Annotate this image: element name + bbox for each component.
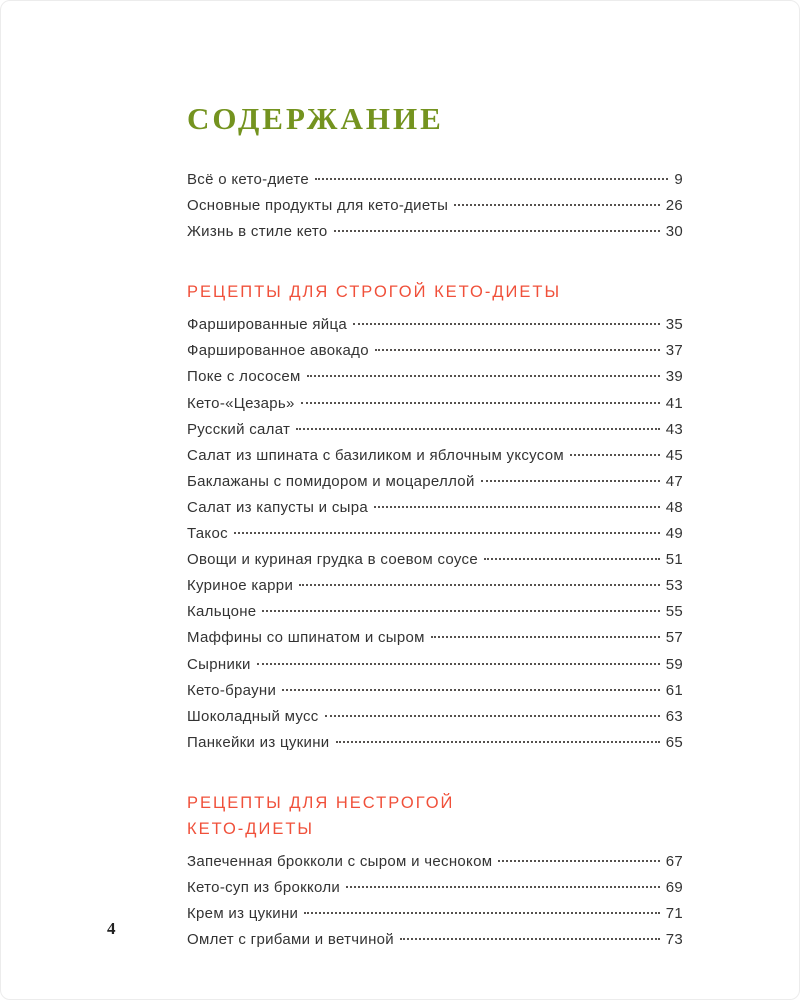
dot-leader bbox=[296, 428, 660, 430]
toc-entry-page-number: 59 bbox=[665, 655, 683, 673]
toc-sections bbox=[187, 171, 683, 957]
dot-leader bbox=[304, 912, 659, 914]
toc-entry-page-number: 53 bbox=[665, 577, 683, 595]
dot-leader bbox=[307, 375, 660, 377]
toc-row bbox=[187, 734, 683, 760]
toc-entry-label: Салат из капусты и сыра bbox=[187, 498, 368, 516]
dot-leader bbox=[481, 480, 660, 482]
toc-entry-page-number: 30 bbox=[665, 223, 683, 241]
toc-entry-label: Омлет с грибами и ветчиной bbox=[187, 931, 394, 949]
table-of-contents bbox=[187, 101, 683, 957]
toc-entry-page-number: 39 bbox=[665, 368, 683, 386]
dot-leader bbox=[301, 402, 660, 404]
toc-entry-page-number: 9 bbox=[674, 171, 683, 188]
toc-row bbox=[187, 395, 683, 421]
toc-entry-label: Салат из шпината с базиликом и яблочным уксусом bbox=[187, 446, 565, 464]
section-header-line: РЕЦЕПТЫ ДЛЯ НЕСТРОГОЙ bbox=[187, 793, 455, 812]
toc-entry-label: Кальцоне bbox=[187, 603, 257, 621]
toc-entry-page-number: 47 bbox=[665, 472, 683, 490]
toc-row bbox=[187, 197, 683, 223]
dot-leader bbox=[234, 532, 660, 534]
toc-row bbox=[187, 473, 683, 499]
toc-row bbox=[187, 905, 683, 931]
toc-entry-page-number: 41 bbox=[665, 394, 683, 412]
toc-entry-page-number: 45 bbox=[665, 446, 683, 464]
toc-row bbox=[187, 368, 683, 394]
toc-entry-label: Фаршированные яйца bbox=[187, 316, 348, 334]
toc-section bbox=[187, 171, 683, 249]
toc-entry-page-number: 43 bbox=[665, 420, 683, 438]
toc-row bbox=[187, 447, 683, 473]
toc-entry-label: Фаршированное авокадо bbox=[187, 342, 369, 360]
toc-entry-label: Кето-брауни bbox=[187, 681, 277, 699]
toc-entry-label: Основные продукты для кето-диеты bbox=[187, 197, 449, 215]
toc-entry-label: Кето-«Цезарь» bbox=[187, 394, 295, 412]
dot-leader bbox=[257, 663, 660, 665]
dot-leader bbox=[346, 886, 660, 888]
toc-section bbox=[187, 279, 683, 760]
toc-row bbox=[187, 629, 683, 655]
dot-leader bbox=[570, 454, 660, 456]
page-title: СОДЕРЖАНИЕ bbox=[187, 101, 444, 136]
dot-leader bbox=[334, 230, 660, 232]
section-header bbox=[187, 279, 683, 305]
toc-row bbox=[187, 551, 683, 577]
toc-entry-label: Шоколадный мусс bbox=[187, 707, 319, 725]
toc-entry-page-number: 37 bbox=[665, 342, 683, 360]
toc-entry-label: Русский салат bbox=[187, 420, 291, 438]
toc-entry-page-number: 57 bbox=[665, 629, 683, 647]
toc-entry-label: Овощи и куриная грудка в соевом соусе bbox=[187, 551, 478, 569]
dot-leader bbox=[262, 610, 659, 612]
section-header-line: РЕЦЕПТЫ ДЛЯ СТРОГОЙ КЕТО-ДИЕТЫ bbox=[187, 283, 562, 302]
toc-entry-page-number: 65 bbox=[665, 733, 683, 751]
dot-leader bbox=[282, 689, 660, 691]
toc-entry-page-number: 48 bbox=[665, 498, 683, 516]
toc-row bbox=[187, 316, 683, 342]
toc-entry-label: Маффины со шпинатом и сыром bbox=[187, 629, 425, 647]
toc-row bbox=[187, 342, 683, 368]
toc-row bbox=[187, 499, 683, 525]
toc-entry-page-number: 49 bbox=[665, 525, 683, 543]
toc-entry-label: Крем из цукини bbox=[187, 905, 299, 923]
toc-row bbox=[187, 656, 683, 682]
toc-row bbox=[187, 603, 683, 629]
toc-row bbox=[187, 931, 683, 957]
toc-row bbox=[187, 853, 683, 879]
toc-entry-page-number: 69 bbox=[665, 878, 683, 896]
toc-entry-page-number: 63 bbox=[665, 707, 683, 725]
toc-entry-page-number: 61 bbox=[665, 681, 683, 699]
toc-entry-page-number: 51 bbox=[665, 551, 683, 569]
toc-entry-page-number: 35 bbox=[665, 316, 683, 334]
folio-page-number: 4 bbox=[107, 919, 116, 938]
dot-leader bbox=[325, 715, 660, 717]
section-header-line: КЕТО-ДИЕТЫ bbox=[187, 819, 315, 838]
dot-leader bbox=[336, 741, 660, 743]
dot-leader bbox=[299, 584, 660, 586]
toc-entry-label: Сырники bbox=[187, 655, 251, 673]
toc-row bbox=[187, 879, 683, 905]
dot-leader bbox=[374, 506, 660, 508]
toc-entry-label: Кето-суп из брокколи bbox=[187, 878, 341, 896]
dot-leader bbox=[400, 938, 660, 940]
dot-leader bbox=[375, 349, 660, 351]
section-header bbox=[187, 790, 683, 842]
dot-leader bbox=[484, 558, 660, 560]
toc-row bbox=[187, 708, 683, 734]
toc-row bbox=[187, 421, 683, 447]
toc-entry-page-number: 73 bbox=[665, 931, 683, 949]
toc-entry-label: Такос bbox=[187, 525, 228, 543]
toc-entry-label: Поке с лососем bbox=[187, 368, 301, 386]
toc-row bbox=[187, 682, 683, 708]
toc-row bbox=[187, 171, 683, 197]
dot-leader bbox=[431, 636, 660, 638]
toc-entry-label: Куриное карри bbox=[187, 577, 294, 595]
toc-entry-page-number: 26 bbox=[665, 197, 683, 215]
toc-entry-label: Запеченная брокколи с сыром и чесноком bbox=[187, 852, 493, 870]
dot-leader bbox=[315, 178, 668, 180]
toc-entry-label: Жизнь в стиле кето bbox=[187, 223, 328, 241]
toc-row bbox=[187, 525, 683, 551]
toc-entry-page-number: 55 bbox=[665, 603, 683, 621]
toc-section bbox=[187, 790, 683, 957]
toc-entry-label: Всё о кето-диете bbox=[187, 171, 309, 188]
toc-row bbox=[187, 577, 683, 603]
toc-entry-page-number: 67 bbox=[665, 852, 683, 870]
toc-entry-label: Панкейки из цукини bbox=[187, 733, 330, 751]
toc-entry-label: Баклажаны с помидором и моцареллой bbox=[187, 472, 475, 490]
toc-entry-page-number: 71 bbox=[665, 905, 683, 923]
toc-row bbox=[187, 223, 683, 249]
dot-leader bbox=[498, 860, 659, 862]
dot-leader bbox=[454, 204, 659, 206]
dot-leader bbox=[353, 323, 660, 325]
